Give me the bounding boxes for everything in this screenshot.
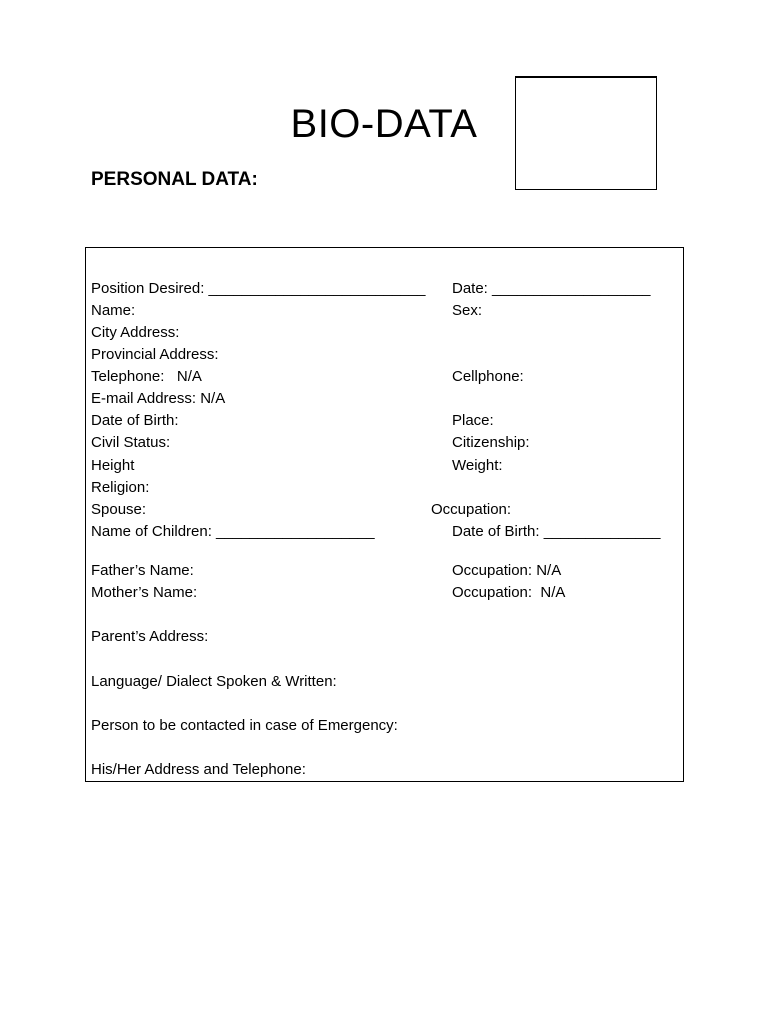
fathers-occupation-field: Occupation: N/A: [452, 562, 562, 579]
place-field: Place:: [452, 412, 494, 429]
spouse-field: Spouse:: [91, 501, 147, 518]
provincial-address-field: Provincial Address:: [91, 346, 219, 363]
language-field: Language/ Dialect Spoken & Written:: [91, 673, 337, 690]
height-field: Height: [91, 457, 135, 474]
page-title: BIO-DATA: [290, 102, 478, 146]
section-heading: PERSONAL DATA:: [91, 169, 258, 190]
date-of-birth-field: Date of Birth:: [91, 412, 179, 429]
children-date-of-birth-field: Date of Birth: ______________: [452, 523, 661, 540]
email-address-field: E-mail Address: N/A: [91, 390, 226, 407]
parents-address-field: Parent’s Address:: [91, 628, 209, 645]
religion-field: Religion:: [91, 479, 150, 496]
civil-status-field: Civil Status:: [91, 434, 171, 451]
cellphone-field: Cellphone:: [452, 368, 524, 385]
name-of-children-field: Name of Children: ___________________: [91, 523, 375, 540]
date-field: Date: ___________________: [452, 280, 651, 297]
mothers-name-field: Mother’s Name:: [91, 584, 198, 601]
emergency-contact-field: Person to be contacted in case of Emergency:: [91, 717, 398, 734]
position-desired-field: Position Desired: __________________________: [91, 280, 426, 297]
emergency-address-field: His/Her Address and Telephone:: [91, 761, 306, 778]
telephone-field: Telephone: N/A: [91, 368, 202, 385]
city-address-field: City Address:: [91, 324, 180, 341]
name-field: Name:: [91, 302, 136, 319]
fathers-name-field: Father’s Name:: [91, 562, 194, 579]
weight-field: Weight:: [452, 457, 503, 474]
sex-field: Sex:: [452, 302, 483, 319]
mothers-occupation-field: Occupation: N/A: [452, 584, 566, 601]
photo-box: [515, 76, 657, 190]
spouse-occupation-field: Occupation:: [431, 501, 512, 518]
citizenship-field: Citizenship:: [452, 434, 530, 451]
